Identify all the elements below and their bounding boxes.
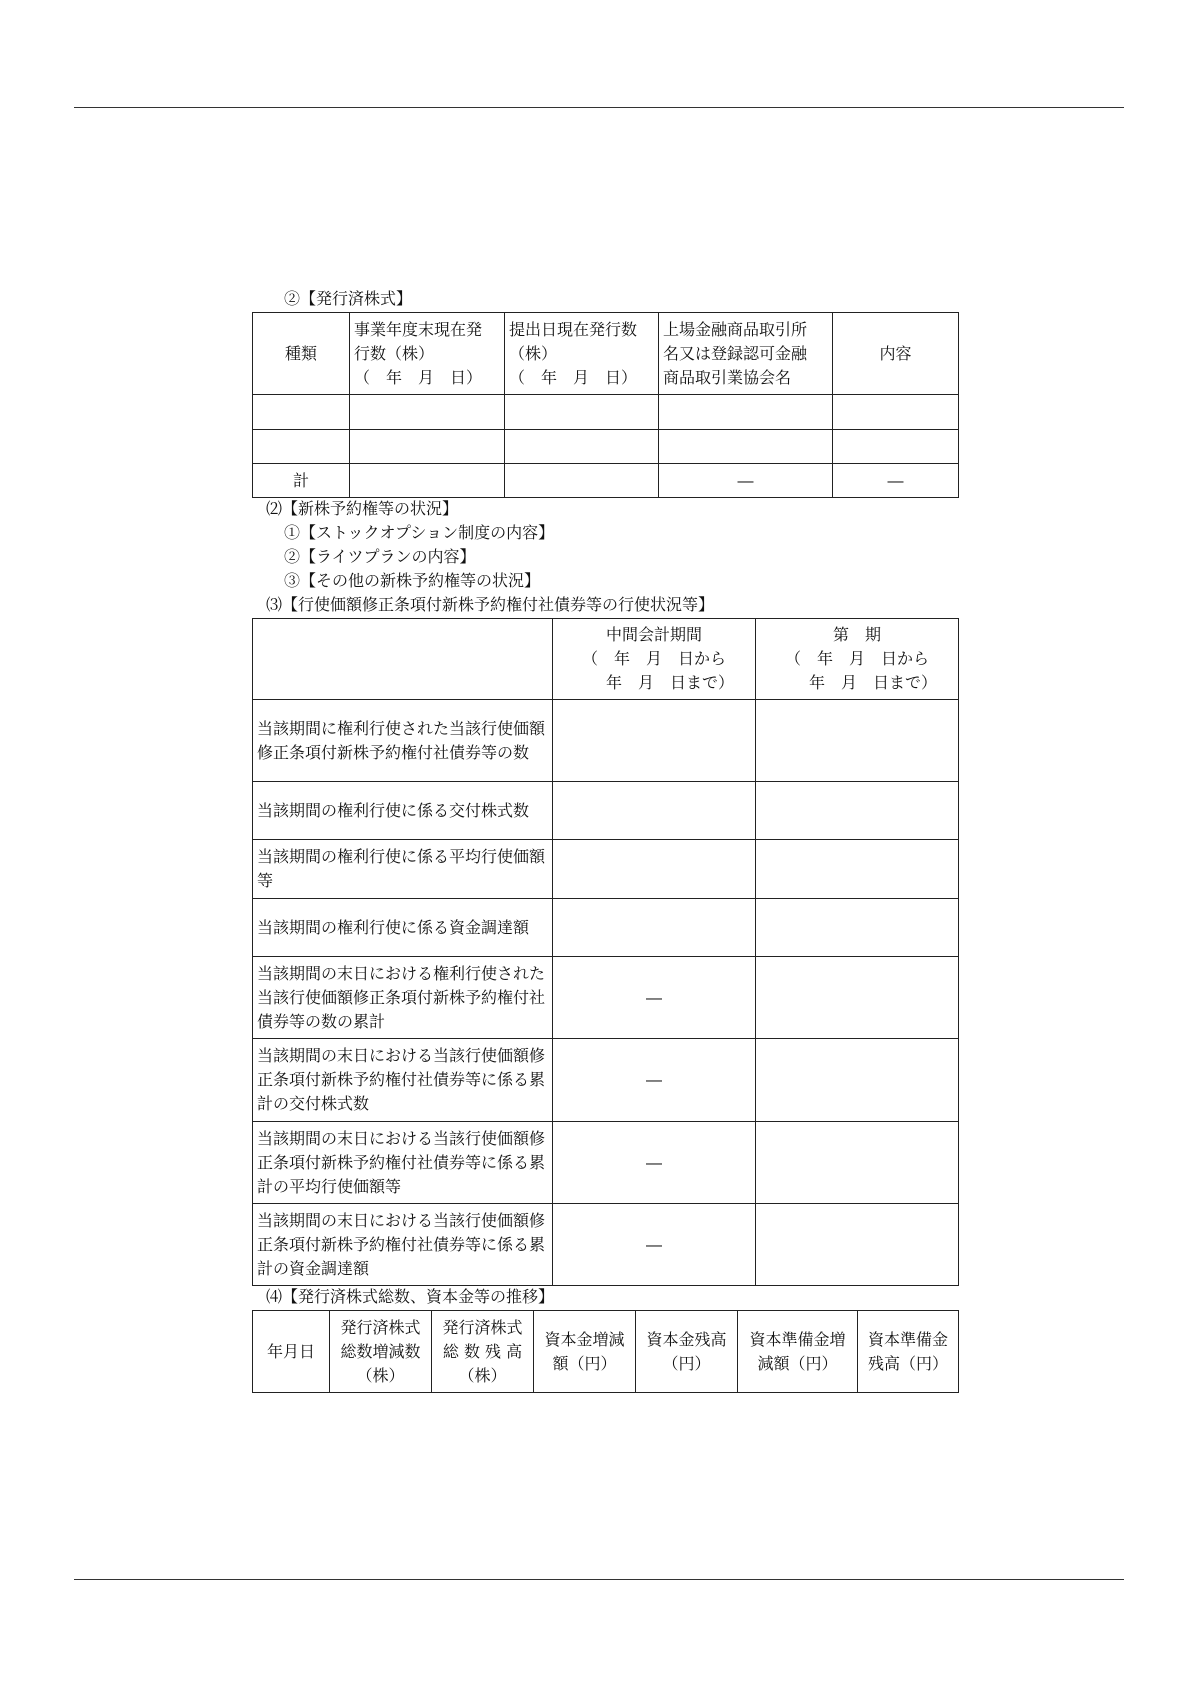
total-row	[253, 464, 959, 498]
section-heading-stock-acquisition-rights: ⑵【新株予約権等の状況】	[266, 499, 459, 518]
shares-capital-table	[252, 1310, 959, 1393]
interim-dash: ―	[553, 1122, 756, 1204]
table-row	[253, 430, 959, 464]
section-heading-exercise-status: ⑶【行使価額修正条項付新株予約権付社債券等の行使状況等】	[266, 595, 715, 614]
header-capital-change: 資本金増減 額（円）	[534, 1311, 636, 1393]
header-shares-at-filing-date: 提出日現在発行数 （株） （ 年 月 日）	[505, 313, 659, 395]
header-shares-at-fiscal-year-end: 事業年度末現在発 行数（株） （ 年 月 日）	[350, 313, 505, 395]
table-row	[253, 1122, 959, 1204]
table-row	[253, 782, 959, 840]
row-label: 当該期間の末日における当該行使価額修正条項付新株予約権付社債券等に係る累計の資金調達額	[253, 1204, 553, 1286]
exercise-status-table	[252, 618, 959, 1286]
issued-shares-table	[252, 312, 959, 498]
row-label: 当該期間の末日における当該行使価額修正条項付新株予約権付社債券等に係る累計の平均行使価額等	[253, 1122, 553, 1204]
header-exchange-name: 上場金融商品取引所 名又は登録認可金融 商品取引業協会名	[659, 313, 833, 395]
section-heading-shares-capital: ⑷【発行済株式総数、資本金等の推移】	[266, 1287, 555, 1306]
header-details: 内容	[833, 313, 959, 395]
header-capital-balance: 資本金残高 （円）	[636, 1311, 738, 1393]
total-dash: ―	[833, 464, 959, 498]
header-type: 種類	[253, 313, 350, 395]
header-date: 年月日	[253, 1311, 330, 1393]
table-row	[253, 840, 959, 899]
section-heading-issued-shares: ②【発行済株式】	[284, 289, 413, 308]
table-row	[253, 700, 959, 782]
interim-dash: ―	[553, 957, 756, 1039]
table-row	[253, 957, 959, 1039]
row-label: 当該期間に権利行使された当該行使価額修正条項付新株予約権付社債券等の数	[253, 700, 553, 782]
header-rule	[74, 107, 1124, 108]
header-reserve-change: 資本準備金増 減額（円）	[738, 1311, 858, 1393]
total-label: 計	[253, 464, 350, 498]
header-shares-balance: 発行済株式 総 数 残 高 （株）	[432, 1311, 534, 1393]
header-reserve-balance: 資本準備金 残高（円）	[858, 1311, 959, 1393]
section-heading-other-rights: ③【その他の新株予約権等の状況】	[284, 571, 541, 590]
section-heading-stock-option: ①【ストックオプション制度の内容】	[284, 523, 555, 542]
table-row	[253, 1039, 959, 1122]
table-row	[253, 395, 959, 430]
interim-dash: ―	[553, 1039, 756, 1122]
footer-rule	[74, 1579, 1124, 1580]
header-shares-change: 発行済株式 総数増減数 （株）	[330, 1311, 432, 1393]
section-heading-rights-plan: ②【ライツプランの内容】	[284, 547, 476, 566]
total-dash: ―	[659, 464, 833, 498]
row-label: 当該期間の末日における当該行使価額修正条項付新株予約権付社債券等に係る累計の交付株式数	[253, 1039, 553, 1122]
row-label: 当該期間の権利行使に係る平均行使価額等	[253, 840, 553, 899]
row-label: 当該期間の権利行使に係る資金調達額	[253, 899, 553, 957]
header-fiscal-period: 第 期 （ 年 月 日から 年 月 日まで）	[756, 619, 959, 700]
header-interim-period: 中間会計期間 （ 年 月 日から 年 月 日まで）	[553, 619, 756, 700]
table-row	[253, 899, 959, 957]
row-label: 当該期間の末日における権利行使された当該行使価額修正条項付新株予約権付社債券等の数の累計	[253, 957, 553, 1039]
table-row	[253, 1204, 959, 1286]
interim-dash: ―	[553, 1204, 756, 1286]
row-label: 当該期間の権利行使に係る交付株式数	[253, 782, 553, 840]
